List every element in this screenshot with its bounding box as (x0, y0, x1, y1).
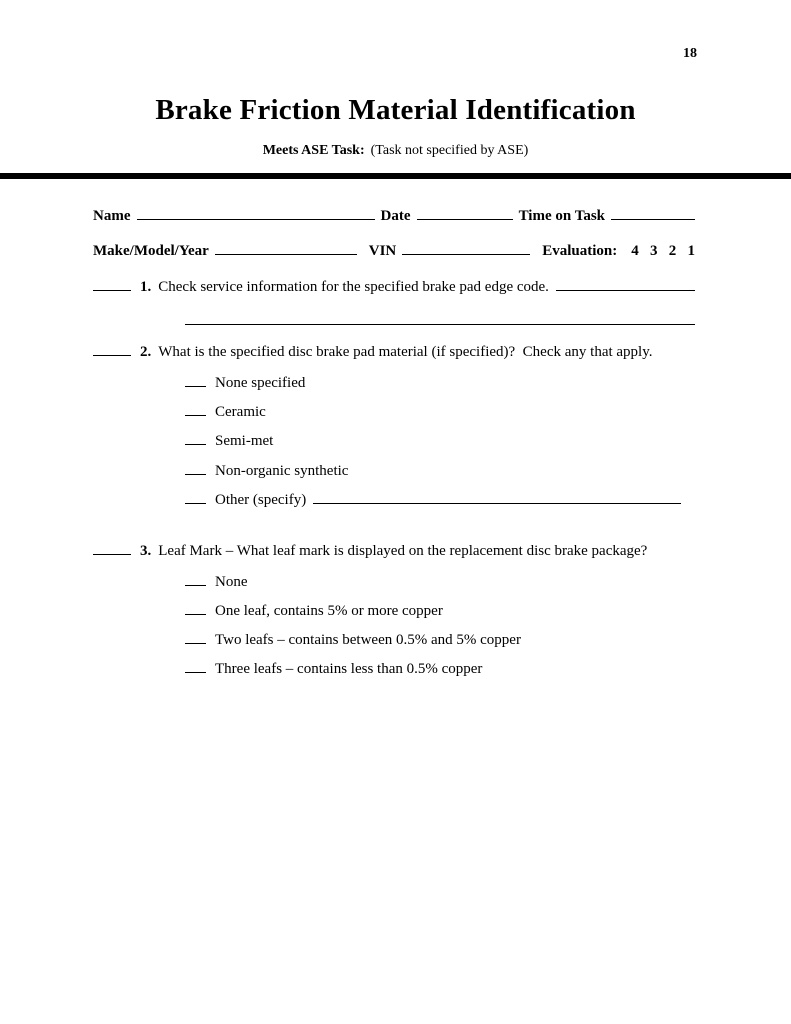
ase-task-line (0, 143, 791, 159)
page-number: 18 (683, 46, 697, 61)
option-semi-met-blank (185, 430, 206, 445)
vin-label: VIN (368, 242, 397, 259)
task-1-number: 1. (140, 278, 152, 295)
make-model-year-label: Make/Model/Year (93, 242, 209, 259)
date-field (381, 205, 513, 225)
option-two-leafs-label: Two leafs – contains between 0.5% and 5% copper (215, 632, 521, 649)
option-semi-met (185, 430, 695, 450)
option-one-leaf (185, 600, 695, 620)
option-ceramic (185, 401, 695, 421)
task-3-number: 3. (140, 543, 152, 560)
task-3-text: Leaf Mark – What leaf mark is displayed on the replacement disc brake package? (158, 543, 648, 560)
vin-blank (402, 239, 530, 254)
name-label: Name (93, 208, 131, 225)
option-leaf-none (185, 570, 695, 590)
task-3-row (93, 540, 695, 560)
task-1-score-blank (93, 276, 131, 291)
option-three-leafs (185, 658, 695, 678)
make-model-year-blank (215, 239, 357, 254)
time-on-task-field (519, 205, 695, 225)
option-other-blank (185, 489, 206, 504)
task-2-text: What is the specified disc brake pad material (if specified)? Check any that apply. (158, 344, 653, 361)
ase-task-label: Meets ASE Task: (262, 143, 365, 158)
vin-field (369, 239, 531, 259)
option-leaf-none-label: None (215, 573, 248, 590)
task-1-answer-blank (556, 276, 695, 291)
evaluation-scale: 4 3 2 1 (631, 242, 695, 259)
task-1-continuation (185, 310, 695, 325)
option-non-organic-synthetic (185, 459, 695, 479)
spacer (93, 518, 695, 524)
option-three-leafs-label: Three leafs – contains less than 0.5% copper (215, 661, 483, 678)
evaluation-field (542, 243, 695, 260)
task-1-continuation-blank (185, 310, 695, 325)
time-on-task-blank (611, 205, 695, 220)
option-one-leaf-blank (185, 600, 206, 615)
option-other-label: Other (specify) (215, 491, 307, 508)
option-ceramic-blank (185, 401, 206, 416)
time-on-task-label: Time on Task (518, 208, 605, 225)
task-2-number: 2. (140, 344, 152, 361)
page-title: Brake Friction Material Identification (155, 94, 636, 126)
task-2-score-blank (93, 341, 131, 356)
option-non-organic-synthetic-label: Non-organic synthetic (215, 462, 349, 479)
option-none-specified (185, 371, 695, 391)
option-two-leafs-blank (185, 629, 206, 644)
vehicle-row (93, 239, 695, 259)
option-other (185, 489, 695, 509)
date-blank (417, 205, 513, 220)
task-3-score-blank (93, 540, 131, 555)
task-1-text: Check service information for the specified brake pad edge code. (158, 278, 549, 295)
option-non-organic-synthetic-blank (185, 459, 206, 474)
option-ceramic-label: Ceramic (215, 404, 266, 421)
name-date-row (93, 205, 695, 225)
name-blank (137, 205, 375, 220)
option-one-leaf-label: One leaf, contains 5% or more copper (215, 602, 443, 619)
option-two-leafs (185, 629, 695, 649)
option-other-specify-blank (313, 489, 681, 504)
form-content (0, 179, 791, 678)
task-1-row (93, 276, 695, 296)
option-none-specified-blank (185, 371, 206, 386)
evaluation-label: Evaluation: (542, 242, 618, 259)
option-semi-met-label: Semi-met (215, 433, 274, 450)
name-field (93, 205, 375, 225)
ase-task-value: (Task not specified by ASE) (370, 143, 529, 158)
make-model-year-field (93, 239, 357, 259)
option-none-specified-label: None specified (215, 374, 306, 391)
option-three-leafs-blank (185, 658, 206, 673)
date-label: Date (380, 208, 411, 225)
task-2-row (93, 341, 695, 361)
option-leaf-none-blank (185, 570, 206, 585)
